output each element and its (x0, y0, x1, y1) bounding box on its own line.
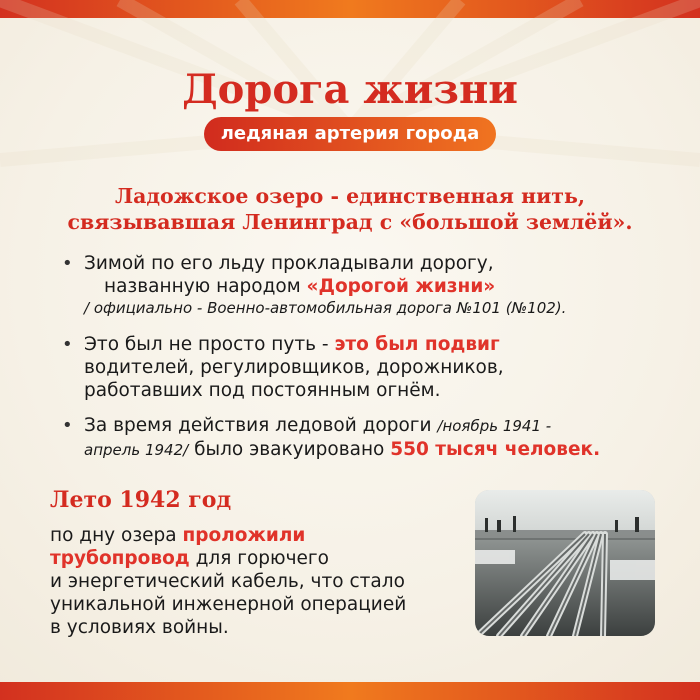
bullet-1-line-2-prefix: названную народом (104, 276, 307, 297)
lead-line-2: связывавшая Ленинград с «большой землёй». (67, 210, 633, 234)
summer-section-title: Лето 1942 год (50, 487, 232, 513)
road-of-life-highlight: «Дорогой жизни» (306, 276, 496, 297)
laid-highlight: проложили (182, 525, 306, 546)
pipeline-photo-image (475, 490, 655, 636)
bullet-3-line-2 (84, 438, 684, 462)
summer-line-2-suffix: для горючего (189, 548, 329, 569)
bullet-3-line-1 (84, 414, 684, 438)
summer-line-4: уникальной инженерной операцией (50, 594, 407, 615)
evacuated-count-highlight: 550 тысяч человек. (390, 439, 601, 460)
bullet-3-line-2-middle: было эвакуировано (188, 439, 391, 460)
pipeline-photo (475, 490, 655, 636)
bullet-1-line-3: / официально - Военно-автомобильная дорога №101 (№102). (84, 299, 567, 317)
summer-section-text (50, 524, 470, 639)
pipeline-highlight: трубопровод (50, 548, 190, 569)
summer-line-5: в условиях войны. (50, 617, 229, 638)
summer-line-1-prefix: по дну озера (50, 525, 183, 546)
bullet-dot-icon: • (62, 415, 73, 436)
bullet-item (62, 333, 684, 402)
bullet-3-date-start: /ноябрь 1941 - (437, 417, 552, 435)
bullet-item (62, 414, 684, 462)
bullet-2-line-1-prefix: Это был не просто путь - (84, 334, 335, 355)
bullet-3-date-end: апрель 1942/ (84, 441, 189, 459)
lead-text (40, 183, 660, 235)
page-title: Дорога жизни (182, 66, 518, 113)
bullet-1-line-1: Зимой по его льду прокладывали дорогу, (84, 253, 494, 274)
summer-line-3: и энергетический кабель, что стало (50, 571, 405, 592)
summer-line-1 (50, 524, 470, 547)
bullet-dot-icon: • (62, 253, 73, 274)
subtitle-badge: ледяная артерия города (204, 117, 496, 151)
bullet-2-line-1 (84, 333, 684, 356)
bullet-3-line-1-prefix: За время действия ледовой дороги (84, 415, 438, 436)
bullet-item (62, 252, 684, 318)
bullet-2-line-2: водителей, регулировщиков, дорожников, (84, 357, 504, 378)
bottom-accent-bar (0, 682, 700, 700)
bullet-dot-icon: • (62, 334, 73, 355)
feat-highlight: это был подвиг (334, 334, 500, 355)
lead-line-1: Ладожское озеро - единственная нить, (114, 184, 586, 208)
summer-line-2 (50, 547, 470, 570)
bullet-1-line-2 (84, 275, 684, 298)
bullet-2-line-3: работавших под постоянным огнём. (84, 380, 441, 401)
